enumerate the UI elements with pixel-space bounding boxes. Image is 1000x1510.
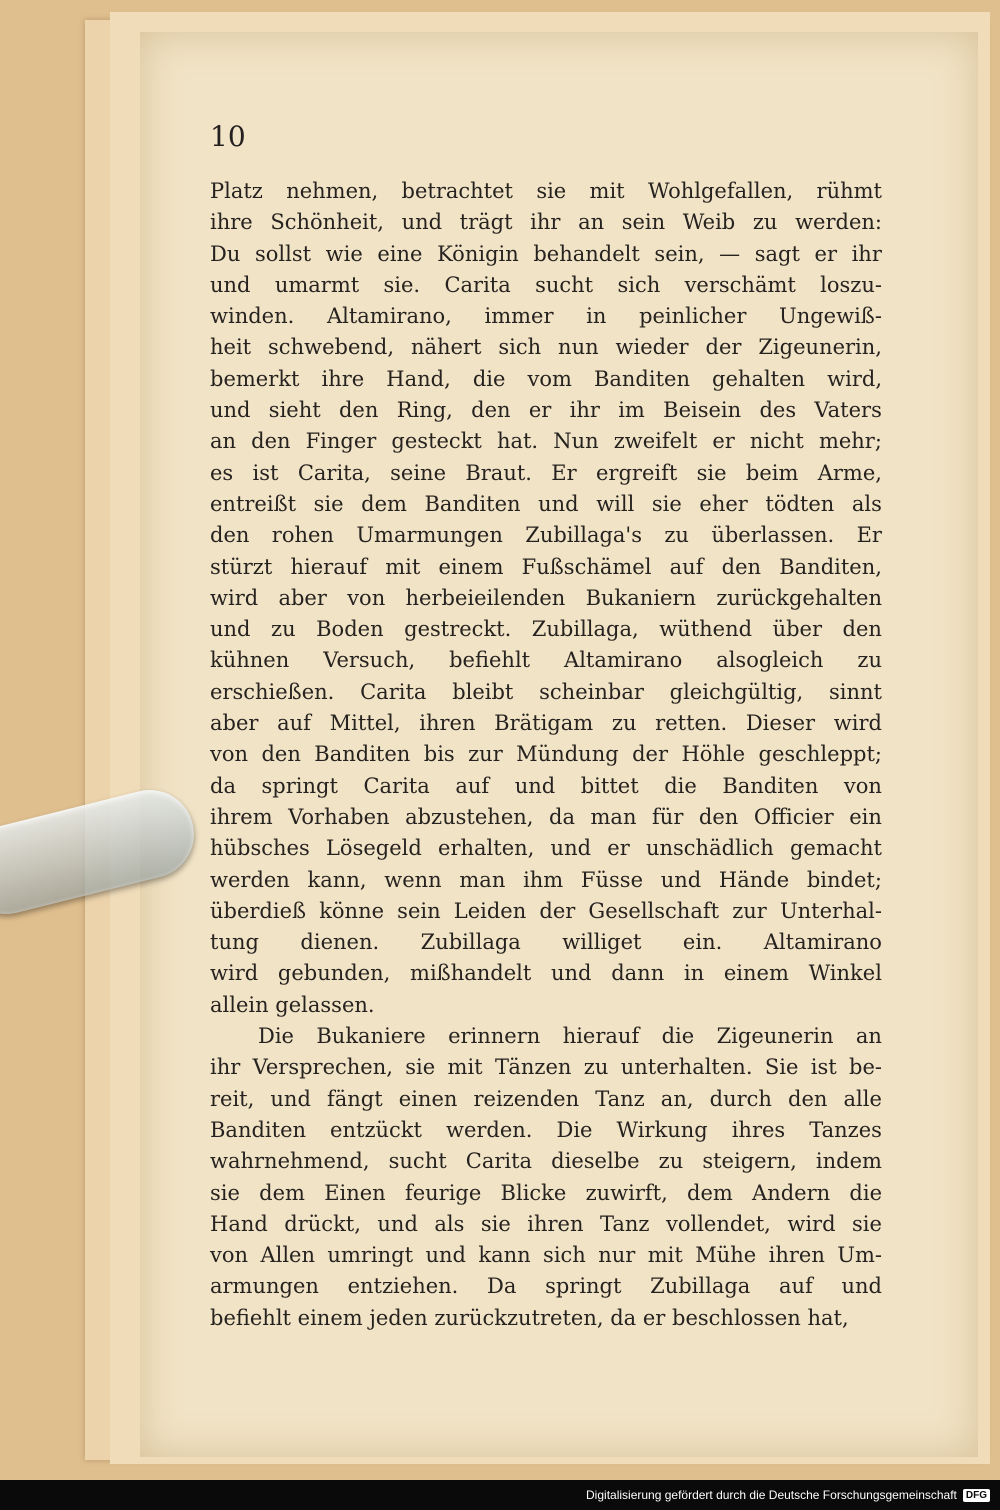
text-line: entreißt sie dem Banditen und will sie eher tödten als: [210, 491, 882, 516]
text-line: befiehlt einem jeden zurückzutreten, da er beschlossen hat,: [210, 1305, 849, 1330]
text-line: Hand drückt, und als sie ihren Tanz vollendet, wird sie: [210, 1211, 882, 1236]
text-line: armungen entziehen. Da springt Zubillaga auf und: [210, 1274, 882, 1299]
text-line: den rohen Umarmungen Zubillaga's zu überlassen. Er: [210, 523, 882, 548]
text-line: wird gebunden, mißhandelt und dann in einem Winkel: [210, 961, 882, 986]
footer-bar: [0, 1480, 1000, 1510]
text-line: Banditen entzückt werden. Die Wirkung ihres Tanzes: [210, 1117, 882, 1142]
page-text: [210, 176, 882, 1334]
text-line: reit, und fängt einen reizenden Tanz an, durch den alle: [210, 1086, 882, 1111]
text-line: heit schwebend, nähert sich nun wieder der Zigeunerin,: [210, 335, 882, 360]
text-line: und sieht den Ring, den er ihr im Beisein des Vaters: [210, 398, 882, 423]
text-line: und zu Boden gestreckt. Zubillaga, wüthend über den: [210, 617, 882, 642]
text-line: Platz nehmen, betrachtet sie mit Wohlgefallen, rühmt: [210, 179, 882, 203]
text-line: wahrnehmend, sucht Carita dieselbe zu steigern, indem: [210, 1149, 882, 1174]
text-line: von den Banditen bis zur Mündung der Höhle geschleppt;: [210, 742, 882, 767]
text-line: tung dienen. Zubillaga williget ein. Altamirano: [210, 930, 882, 955]
text-line: hübsches Lösegeld erhalten, und er unschädlich gemacht: [210, 836, 882, 861]
text-line: ihre Schönheit, und trägt ihr an sein Weib zu werden:: [210, 210, 882, 235]
text-line: stürzt hierauf mit einem Fußschämel auf den Banditen,: [210, 554, 882, 579]
page-number: 10: [210, 120, 246, 153]
text-line: und umarmt sie. Carita sucht sich verschämt loszu-: [210, 272, 882, 297]
text-line: sie dem Einen feurige Blicke zuwirft, dem Andern die: [210, 1180, 882, 1205]
text-line: winden. Altamirano, immer in peinlicher Ungewiß-: [210, 304, 882, 329]
text-line: von Allen umringt und kann sich nur mit Mühe ihren Um-: [210, 1243, 882, 1268]
text-line: überdieß könne sein Leiden der Gesellschaft zur Unterhal-: [210, 898, 882, 923]
text-line: erschießen. Carita bleibt scheinbar gleichgültig, sinnt: [210, 679, 882, 704]
dfg-logo-icon: DFG: [963, 1489, 990, 1502]
text-line: werden kann, wenn man ihm Füsse und Hände bindet;: [210, 867, 882, 892]
text-line: wird aber von herbeieilenden Bukaniern zurückgehalten: [210, 585, 882, 610]
text-line: allein gelassen.: [210, 992, 375, 1017]
text-line: an den Finger gesteckt hat. Nun zweifelt er nicht mehr;: [210, 429, 882, 454]
text-line: es ist Carita, seine Braut. Er ergreift sie beim Arme,: [210, 460, 882, 485]
text-line: kühnen Versuch, befiehlt Altamirano alsogleich zu: [210, 648, 882, 673]
text-line: Die Bukaniere erinnern hierauf die Zigeunerin an: [258, 1024, 882, 1049]
text-line: ihr Versprechen, sie mit Tänzen zu unterhalten. Sie ist be-: [210, 1055, 882, 1080]
digitization-credit: Digitalisierung gefördert durch die Deutsche Forschungsgemeinschaft: [586, 1488, 957, 1502]
text-line: ihrem Vorhaben abzustehen, da man für den Officier ein: [210, 804, 882, 829]
text-line: aber auf Mittel, ihren Brätigam zu retten. Dieser wird: [210, 711, 882, 736]
text-line: bemerkt ihre Hand, die vom Banditen gehalten wird,: [210, 366, 882, 391]
text-line: Du sollst wie eine Königin behandelt sein, — sagt er ihr: [210, 241, 882, 266]
text-line: da springt Carita auf und bittet die Banditen von: [210, 773, 882, 798]
